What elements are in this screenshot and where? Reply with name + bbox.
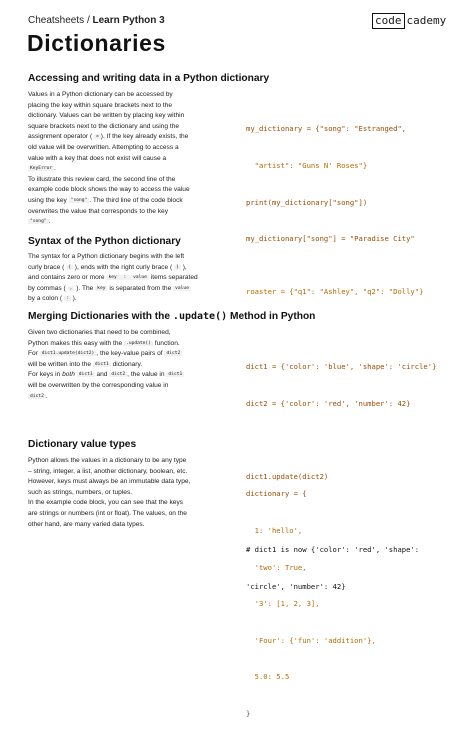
section-heading-accessing: Accessing and writing data in a Python dictionary	[28, 73, 270, 84]
text-line: assignment operator ( = ). If the key already exists, the	[28, 133, 189, 141]
inline-code: dict2	[30, 393, 44, 399]
code-line: roaster = {"q1": "Ashley", "q2": "Dolly"}	[246, 287, 424, 297]
code-line: 'circle', 'number': 42}	[246, 581, 346, 591]
inline-code: "song"	[30, 219, 47, 225]
code-line: my_dictionary = {"song": "Estranged",	[246, 124, 407, 134]
breadcrumb-section[interactable]: Cheatsheets	[28, 15, 85, 26]
code-block-value-types	[246, 464, 376, 732]
inline-code: .update()	[126, 340, 151, 346]
text-line: using the key "song" . The third line of the code block	[28, 196, 183, 204]
code-line: 'two': True,	[246, 562, 307, 572]
inline-code: dict2	[111, 372, 126, 378]
code-line: "artist": "Guns N' Roses"}	[246, 161, 368, 170]
code-line: dict2 = {'color': 'red', 'number': 42}	[246, 399, 411, 408]
inline-code: key	[108, 275, 117, 281]
inline-code: dict1.update(dict2)	[41, 351, 95, 357]
text-line: old value will be overwritten. Attempting to access a	[28, 143, 179, 151]
inline-code: }	[176, 264, 179, 270]
text-line: "song" .	[30, 218, 51, 226]
code-line: }	[246, 708, 251, 718]
breadcrumb-separator: /	[86, 15, 90, 26]
text-line: by a colon ( : ).	[28, 295, 77, 303]
section-text-merging	[28, 328, 224, 402]
section-text-value-types	[28, 456, 224, 530]
code-line: 5.0: 5.5	[246, 672, 290, 682]
text-line: dict2 .	[30, 392, 48, 400]
code-line: # dict1 is now {'color': 'red', 'shape':	[246, 545, 420, 555]
code-line: 'Four': {'fun': 'addition'},	[246, 635, 376, 645]
inline-code: key	[97, 285, 106, 291]
text-line: dictionary. Values can be written by placing key within	[28, 112, 185, 120]
text-line: However, keys must always be an immutable data type,	[28, 478, 191, 486]
code-line: my_dictionary["song"] = "Paradise City"	[246, 234, 415, 244]
inline-code: KeyError	[30, 166, 53, 172]
code-block-accessing	[246, 99, 415, 258]
inline-code: =	[95, 134, 99, 140]
section-heading-syntax: Syntax of the Python dictionary	[28, 236, 181, 247]
text-line: Given two dictionaries that need to be combined,	[28, 329, 171, 336]
inline-code: value	[133, 275, 147, 281]
inline-code: :	[65, 296, 69, 302]
text-line: example code block shows the way to access the value	[28, 186, 190, 194]
page-title: Dictionaries	[27, 30, 166, 56]
text-line: curly brace ( { ), ends with the right curly brace ( } ),	[28, 263, 187, 271]
inline-code: dict2	[166, 351, 181, 357]
code-line: 1: 'hello',	[246, 526, 303, 535]
text-line: Python allows the values in a dictionary to be any type	[28, 457, 187, 464]
text-line: value with a key that does not exist will cause a	[28, 154, 167, 162]
code-line: dict1 = {'color': 'blue', 'shape': 'circle'}	[246, 362, 437, 372]
text-line: Values in a Python dictionary can be accessed by	[28, 91, 173, 98]
text-line: To illustrate this review card, the second line of the	[28, 175, 176, 183]
code-line	[246, 435, 436, 447]
logo-cademy: cademy	[406, 14, 447, 27]
inline-code: dict1	[78, 372, 93, 378]
text-line: will be overwritten by the corresponding value in	[28, 381, 169, 389]
inline-code: ,	[69, 285, 73, 291]
text-line: For dict1.update(dict2) , the key-value pairs of dict2	[28, 350, 181, 358]
text-line: by commas ( , ). The key is separated from the value	[28, 284, 189, 292]
logo-code: code	[372, 13, 405, 29]
text-line: Python makes this easy with the .update() function.	[28, 339, 180, 347]
inline-code: dict1	[94, 361, 109, 367]
text-line: will be written into the dict1 dictionary.	[28, 360, 143, 368]
code-line: dictionary = {	[246, 489, 307, 499]
breadcrumb-course[interactable]: Learn Python 3	[92, 15, 165, 26]
text-line: – string, integer, a list, another dictionary, boolean, etc.	[28, 467, 188, 475]
text-line: overwrites the value that corresponds to the key	[28, 207, 169, 215]
codecademy-logo[interactable]	[372, 13, 446, 29]
section-text-syntax	[28, 252, 224, 305]
text-line: In the example code block, you can see that the keys	[28, 499, 184, 507]
code-line: '3': [1, 2, 3],	[246, 599, 320, 609]
section-heading-merging: Merging Dictionaries with the .update() Method in Python	[28, 311, 316, 322]
inline-code: {	[68, 264, 71, 270]
text-line: are strings or numbers (int or float). The values, on the	[28, 509, 187, 517]
text-line: such as strings, numbers, or tuples.	[28, 488, 133, 496]
breadcrumb	[28, 15, 165, 26]
text-line: For keys in both dict1 and dict2 , the value in dict1	[28, 371, 183, 379]
inline-code: "song"	[70, 197, 88, 203]
code-line: print(my_dictionary["song"])	[246, 197, 368, 207]
text-line: other hand, are many varied data types.	[28, 520, 145, 528]
section-text-accessing	[28, 90, 224, 228]
text-line: The syntax for a Python dictionary begins with the left	[28, 253, 185, 260]
code-block-syntax	[246, 262, 423, 311]
text-line: square brackets next to the dictionary and using the	[28, 122, 180, 130]
text-line: KeyError .	[30, 165, 56, 173]
inline-code: value	[175, 285, 189, 291]
inline-code: :	[120, 275, 130, 281]
inline-code: dict1	[168, 372, 183, 378]
section-heading-value-types: Dictionary value types	[28, 439, 137, 450]
heading-inline-code: .update()	[172, 311, 228, 322]
text-line: and contains zero or more key : value items separated	[28, 274, 198, 282]
text-line: placing the key within square brackets next to the	[28, 101, 173, 109]
code-line: dict1.update(dict2)	[246, 472, 329, 482]
